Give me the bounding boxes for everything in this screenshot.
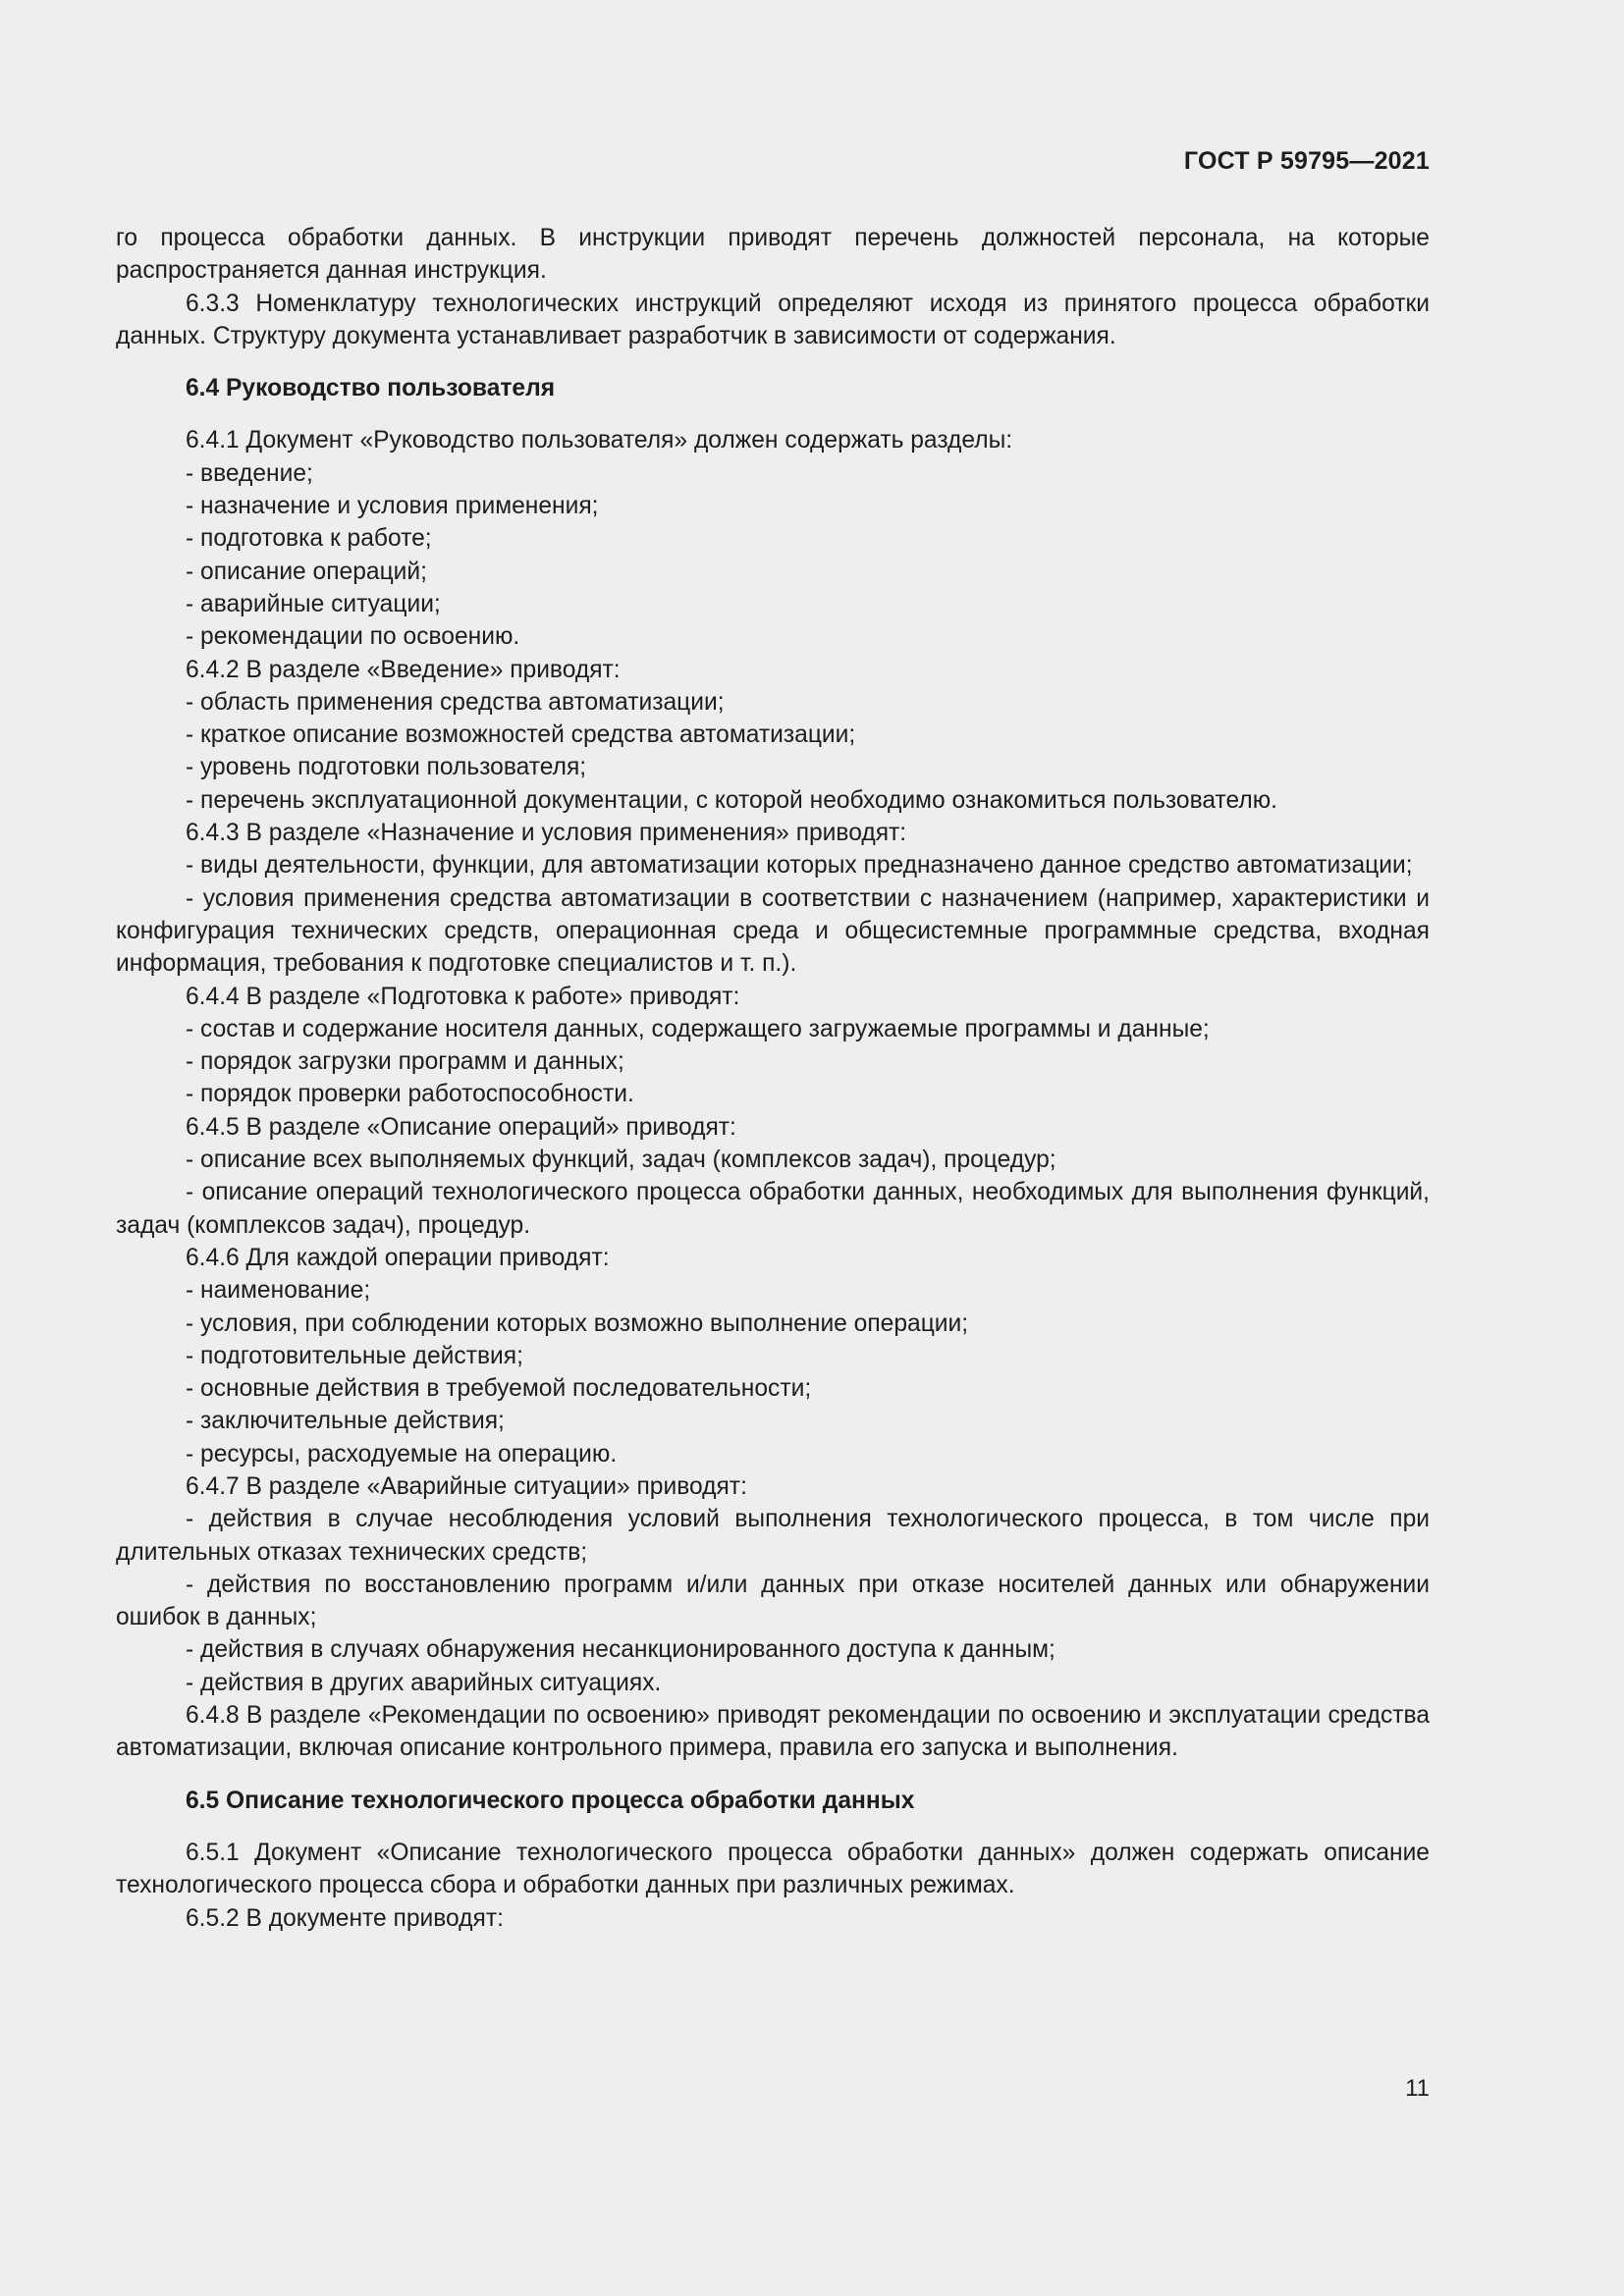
list-item: - область применения средства автоматизации;: [186, 688, 725, 716]
list-item: - описание операций;: [186, 558, 427, 585]
paragraph-6-5-2: 6.5.2 В документе приводят:: [186, 1904, 504, 1932]
paragraph-6-4-8: 6.4.8 В разделе «Рекомендации по освоению» приводят рекомендации по освоению и эксплуатации средства автоматизации, включая описание контрольного примера, правила его запуска и выполнения.: [116, 1702, 1430, 1762]
list-item: - порядок проверки работоспособности.: [186, 1081, 634, 1108]
paragraph-6-5-1: 6.5.1 Документ «Описание технологического процесса обработки данных» должен содержать описание технологического процесса сбора и обработки данных при различных режимах.: [116, 1839, 1430, 1899]
paragraph-6-4-3: 6.4.3 В разделе «Назначение и условия применения» приводят:: [186, 820, 907, 847]
list-item: - назначение и условия применения;: [186, 493, 599, 520]
list-item: - перечень эксплуатационной документации, с которой необходимо ознакомиться пользователю.: [186, 786, 1278, 814]
list-item: - ресурсы, расходуемые на операцию.: [186, 1440, 618, 1468]
list-item: - состав и содержание носителя данных, содержащего загружаемые программы и данные;: [186, 1015, 1210, 1042]
paragraph-6-4-1: 6.4.1 Документ «Руководство пользователя» должен содержать разделы:: [186, 427, 1013, 454]
list-item: - условия применения средства автоматизации в соответствии с назначением (например, характеристики и конфигурация технических средств, операционная среда и общесистемные программные средства, входная информация, требования к подготовке специалистов и т. п.).: [116, 884, 1430, 978]
continued-paragraph: го процесса обработки данных. В инструкции приводят перечень должностей персонала, на которые распространяется данная инструкция.: [116, 225, 1430, 285]
list-6-4-6: [116, 1274, 1430, 1470]
list-item: - наименование;: [186, 1277, 371, 1305]
list-6-4-7: [116, 1503, 1430, 1699]
list-6-4-2: [116, 686, 1430, 817]
section-heading-6-5: 6.5 Описание технологического процесса обработки данных: [186, 1787, 915, 1814]
list-6-4-4: [116, 1013, 1430, 1111]
paragraph-6-4-2: 6.4.2 В разделе «Введение» приводят:: [186, 656, 621, 683]
paragraph-6-4-6: 6.4.6 Для каждой операции приводят:: [186, 1244, 610, 1271]
paragraph-6-4-4: 6.4.4 В разделе «Подготовка к работе» приводят:: [186, 983, 740, 1010]
paragraph-6-4-5: 6.4.5 В разделе «Описание операций» приводят:: [186, 1113, 736, 1141]
list-item: - условия, при соблюдении которых возможно выполнение операции;: [186, 1309, 969, 1337]
section-heading-6-4: 6.4 Руководство пользователя: [186, 375, 556, 402]
list-item: - подготовка к работе;: [186, 525, 432, 553]
list-6-4-1: [116, 457, 1430, 654]
list-item: - рекомендации по освоению.: [186, 623, 520, 651]
list-item: - действия в случае несоблюдения условий выполнения технологического процесса, в том числе при длительных отказах технических средств;: [116, 1506, 1430, 1566]
list-6-4-3: [116, 849, 1430, 980]
page-number: 11: [1405, 2075, 1430, 2102]
list-item: - заключительные действия;: [186, 1408, 505, 1435]
list-item: - порядок загрузки программ и данных;: [186, 1048, 624, 1076]
list-item: - описание операций технологического процесса обработки данных, необходимых для выполнения функций, задач (комплексов задач), процедур.: [116, 1179, 1430, 1239]
list-6-4-5: [116, 1144, 1430, 1242]
paragraph-6-3-3: 6.3.3 Номенклатуру технологических инструкций определяют исходя из принятого процесса обработки данных. Структуру документа устанавливает разработчик в зависимости от содержания.: [116, 290, 1430, 349]
list-item: - основные действия в требуемой последовательности;: [186, 1375, 812, 1403]
list-item: - подготовительные действия;: [186, 1342, 523, 1369]
page-content: [116, 222, 1430, 1935]
list-item: - краткое описание возможностей средства автоматизации;: [186, 721, 856, 749]
document-code-header: ГОСТ Р 59795—2021: [1183, 147, 1430, 175]
list-item: - описание всех выполняемых функций, задач (комплексов задач), процедур;: [186, 1147, 1056, 1174]
list-item: - аварийные ситуации;: [186, 590, 441, 617]
list-item: - виды деятельности, функции, для автоматизации которых предназначено данное средство автоматизации;: [186, 852, 1413, 880]
list-item: - действия по восстановлению программ и/или данных при отказе носителей данных или обнаружении ошибок в данных;: [116, 1571, 1430, 1631]
document-page: [116, 0, 1430, 2296]
paragraph-6-4-7: 6.4.7 В разделе «Аварийные ситуации» приводят:: [186, 1472, 747, 1500]
list-item: - введение;: [186, 459, 313, 487]
list-item: - уровень подготовки пользователя;: [186, 754, 587, 781]
list-item: - действия в случаях обнаружения несанкционированного доступа к данным;: [186, 1636, 1056, 1664]
list-item: - действия в других аварийных ситуациях.: [186, 1669, 662, 1696]
